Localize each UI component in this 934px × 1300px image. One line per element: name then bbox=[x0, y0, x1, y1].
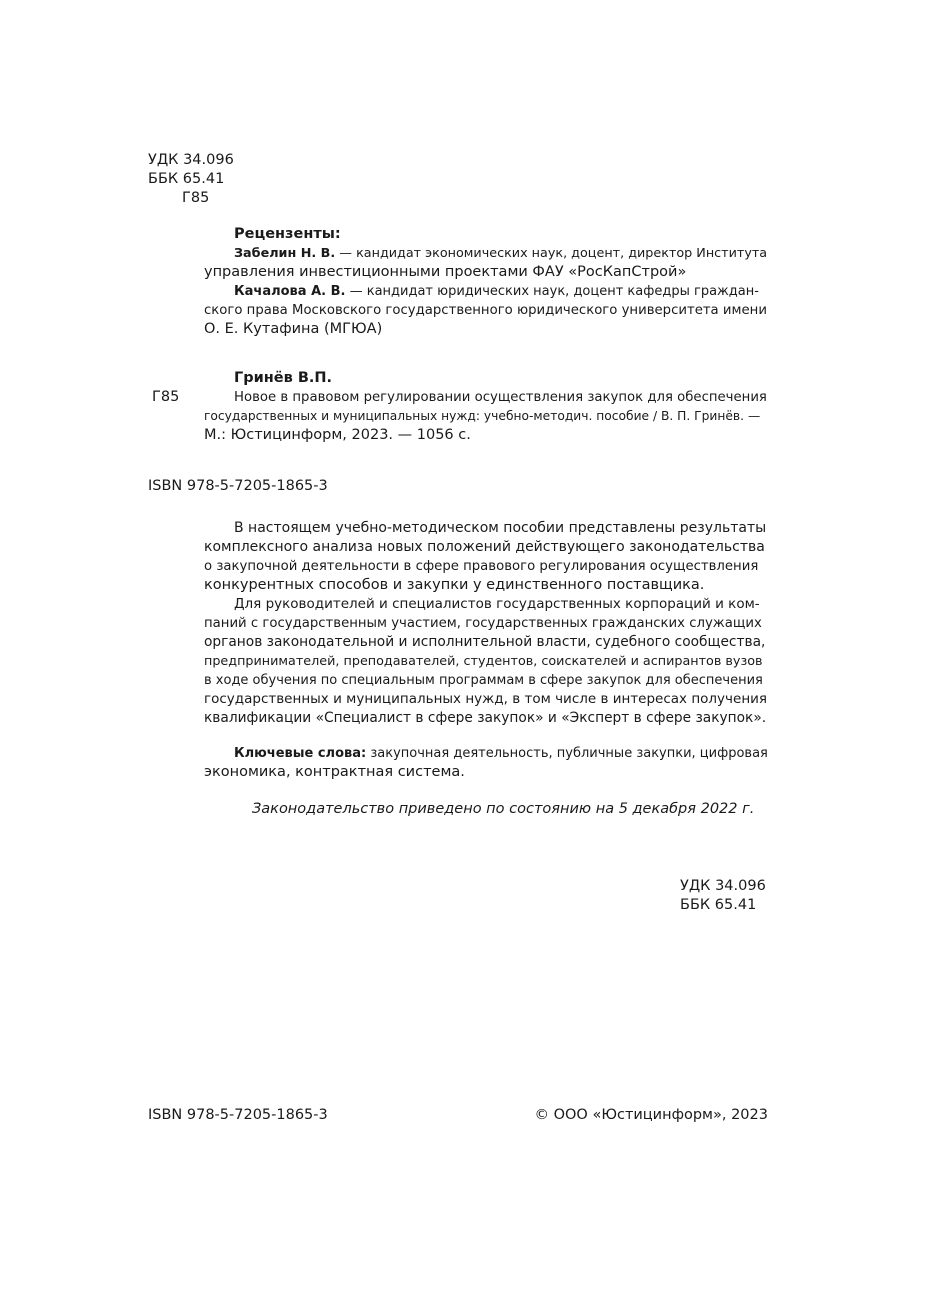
reviewer-2 bbox=[204, 282, 768, 301]
keywords-text: закупочная деятельность, публичные закупки, цифровая bbox=[366, 746, 768, 761]
abstract-p2-line: паний с государственным участием, государственных гражданских служащих bbox=[204, 616, 762, 631]
keywords-label: Ключевые слова: bbox=[234, 746, 367, 761]
udk-bottom: УДК 34.096 bbox=[680, 878, 766, 894]
reviewer-1-desc-cont: управления инвестиционными проектами ФАУ «РосКапСтрой» bbox=[204, 264, 687, 280]
abstract-p2-line: предпринимателей, преподавателей, студентов, соискателей и аспирантов вузов bbox=[204, 654, 763, 669]
bbk-bottom: ББК 65.41 bbox=[680, 897, 757, 913]
copyright: © ООО «Юстицинформ», 2023 bbox=[534, 1107, 768, 1123]
keywords bbox=[204, 744, 768, 782]
isbn-footer: ISBN 978-5-7205-1865-3 bbox=[148, 1107, 328, 1123]
abstract-p2-line: государственных и муниципальных нужд, в том числе в интересах получения bbox=[204, 691, 768, 707]
legislation-note: Законодательство приведено по состоянию на 5 декабря 2022 г. bbox=[252, 801, 755, 817]
abstract-p2-line: Для руководителей и специалистов государственных корпораций и ком- bbox=[234, 596, 760, 612]
author-mark-biblio: Г85 bbox=[152, 389, 180, 405]
isbn-top: ISBN 978-5-7205-1865-3 bbox=[148, 478, 328, 494]
reviewers-block bbox=[204, 225, 768, 339]
reviewer-2-desc-end: О. Е. Кутафина (МГЮА) bbox=[204, 321, 383, 337]
abstract bbox=[204, 519, 768, 728]
reviewer-1-name: Забелин Н. В. bbox=[234, 246, 336, 261]
abstract-p1-line: комплексного анализа новых положений действующего законодательства bbox=[204, 539, 765, 555]
abstract-p1-line: конкурентных способов и закупки у единственного поставщика. bbox=[204, 577, 705, 593]
reviewer-2-desc: — кандидат юридических наук, доцент кафедры граждан- bbox=[345, 284, 759, 299]
udk-top: УДК 34.096 bbox=[148, 152, 234, 168]
abstract-p2-line: в ходе обучения по специальным программам в сфере закупок для обеспечения bbox=[204, 673, 763, 688]
author-mark-top: Г85 bbox=[182, 190, 210, 206]
abstract-p2-line: органов законодательной и исполнительной власти, судебного сообщества, bbox=[204, 634, 766, 650]
reviewer-1-desc: — кандидат экономических наук, доцент, директор Института bbox=[335, 246, 768, 261]
reviewer-1 bbox=[204, 244, 768, 263]
bibliographic-record bbox=[204, 369, 768, 445]
keywords-line bbox=[204, 744, 768, 763]
abstract-p1-line: о закупочной деятельности в сфере правового регулирования осуществления bbox=[204, 559, 759, 574]
reviewer-2-desc-cont: ского права Московского государственного юридического университета имени bbox=[204, 303, 767, 318]
biblio-title-cont: государственных и муниципальных нужд: учебно-методич. пособие / В. П. Гринёв. — bbox=[204, 409, 761, 423]
reviewers-heading: Рецензенты: bbox=[234, 226, 341, 242]
bbk-top: ББК 65.41 bbox=[148, 171, 225, 187]
abstract-p1-line: В настоящем учебно-методическом пособии представлены результаты bbox=[234, 520, 767, 536]
abstract-p2-line: квалификации «Специалист в сфере закупок» и «Эксперт в сфере закупок». bbox=[204, 710, 767, 726]
biblio-imprint: М.: Юстицинформ, 2023. — 1056 с. bbox=[204, 427, 471, 443]
biblio-title: Новое в правовом регулировании осуществления закупок для обеспечения bbox=[234, 390, 767, 405]
keywords-text-cont: экономика, контрактная система. bbox=[204, 764, 465, 780]
reviewer-2-name: Качалова А. В. bbox=[234, 284, 346, 299]
biblio-author: Гринёв В.П. bbox=[234, 370, 333, 386]
